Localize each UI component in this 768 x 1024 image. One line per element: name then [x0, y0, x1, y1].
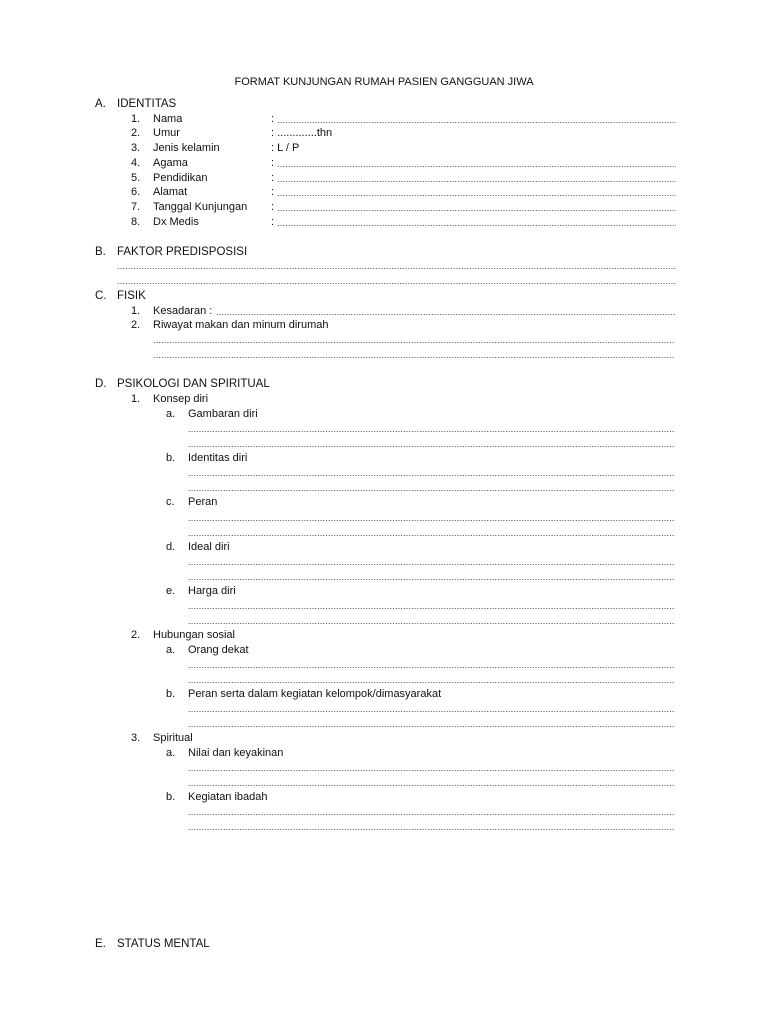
field-value-pendidikan: :	[271, 172, 275, 184]
document-title: FORMAT KUNJUNGAN RUMAH PASIEN GANGGUAN JIWA	[234, 76, 534, 88]
item-letter: b.	[166, 791, 176, 803]
field-label-alamat: Alamat	[153, 186, 188, 198]
input-line-alamat[interactable]	[277, 195, 676, 196]
field-label-tanggal-kunjungan: Tanggal Kunjungan	[153, 201, 248, 213]
field-value-alamat: :	[271, 186, 275, 198]
subsection-num: 3.	[131, 732, 141, 744]
subsection-num: 1.	[131, 393, 141, 405]
input-line-peran-serta[interactable]	[188, 726, 674, 727]
item-letter: a.	[166, 644, 176, 656]
input-line-riwayat-makan[interactable]	[153, 342, 674, 343]
input-line-nilai-keyakinan[interactable]	[188, 770, 674, 771]
input-line-harga-diri[interactable]	[188, 623, 674, 624]
item-letter: b.	[166, 452, 176, 464]
identitas-num: 6.	[131, 186, 141, 198]
item-label-kegiatan-ibadah: Kegiatan ibadah	[188, 791, 268, 803]
field-label-riwayat-makan: Riwayat makan dan minum dirumah	[153, 319, 329, 331]
item-letter: a.	[166, 747, 176, 759]
input-line-kegiatan-ibadah[interactable]	[188, 814, 674, 815]
input-line-peran[interactable]	[188, 520, 674, 521]
item-label-peran-serta: Peran serta dalam kegiatan kelompok/dimasyarakat	[188, 688, 442, 700]
item-letter: c.	[166, 496, 175, 508]
section-c-title: FISIK	[117, 290, 146, 302]
identitas-num: 7.	[131, 201, 141, 213]
item-label-harga-diri: Harga diri	[188, 585, 236, 597]
field-label-kesadaran: Kesadaran :	[153, 305, 213, 317]
input-line-kegiatan-ibadah[interactable]	[188, 829, 674, 830]
identitas-num: 3.	[131, 142, 141, 154]
input-line-predisposisi[interactable]	[117, 268, 676, 269]
field-value-umur[interactable]: : .............thn	[271, 127, 333, 139]
item-letter: e.	[166, 585, 176, 597]
identitas-num: 8.	[131, 216, 141, 228]
item-letter: d.	[166, 541, 176, 553]
item-label-gambaran-diri: Gambaran diri	[188, 408, 258, 420]
input-line-ideal-diri[interactable]	[188, 579, 674, 580]
section-a-title: IDENTITAS	[117, 98, 177, 110]
input-line-kesadaran[interactable]	[216, 314, 676, 315]
input-line-nama[interactable]	[277, 122, 676, 123]
fisik-num: 2.	[131, 319, 141, 331]
section-b-letter: B.	[95, 246, 106, 258]
field-label-nama: Nama	[153, 113, 183, 125]
input-line-identitas-diri[interactable]	[188, 475, 674, 476]
subsection-spiritual: Spiritual	[153, 732, 193, 744]
item-letter: b.	[166, 688, 176, 700]
item-label-nilai-keyakinan: Nilai dan keyakinan	[188, 747, 284, 759]
item-label-peran: Peran	[188, 496, 218, 508]
subsection-hubungan-sosial: Hubungan sosial	[153, 629, 235, 641]
field-value-nama: :	[271, 113, 275, 125]
section-a-letter: A.	[95, 98, 106, 110]
field-label-jenis-kelamin: Jenis kelamin	[153, 142, 220, 154]
identitas-num: 5.	[131, 172, 141, 184]
item-letter: a.	[166, 408, 176, 420]
field-value-agama: :	[271, 157, 275, 169]
subsection-num: 2.	[131, 629, 141, 641]
field-value-tanggal-kunjungan: :	[271, 201, 275, 213]
item-label-identitas-diri: Identitas diri	[188, 452, 248, 464]
input-line-gambaran-diri[interactable]	[188, 431, 674, 432]
identitas-num: 4.	[131, 157, 141, 169]
input-line-dx-medis[interactable]	[277, 225, 676, 226]
input-line-agama[interactable]	[277, 166, 676, 167]
subsection-konsep-diri: Konsep diri	[153, 393, 209, 405]
field-label-agama: Agama	[153, 157, 188, 169]
field-label-dx-medis: Dx Medis	[153, 216, 199, 228]
item-label-ideal-diri: Ideal diri	[188, 541, 230, 553]
input-line-peran-serta[interactable]	[188, 711, 674, 712]
input-line-orang-dekat[interactable]	[188, 667, 674, 668]
item-label-orang-dekat: Orang dekat	[188, 644, 249, 656]
input-line-gambaran-diri[interactable]	[188, 446, 674, 447]
input-line-riwayat-makan[interactable]	[153, 357, 674, 358]
input-line-identitas-diri[interactable]	[188, 490, 674, 491]
section-e-letter: E.	[95, 938, 106, 950]
identitas-num: 1.	[131, 113, 141, 125]
input-line-peran[interactable]	[188, 535, 674, 536]
section-e-title: STATUS MENTAL	[117, 938, 210, 950]
section-d-letter: D.	[95, 378, 107, 390]
input-line-predisposisi[interactable]	[117, 283, 676, 284]
input-line-orang-dekat[interactable]	[188, 682, 674, 683]
input-line-harga-diri[interactable]	[188, 608, 674, 609]
section-b-title: FAKTOR PREDISPOSISI	[117, 246, 248, 258]
section-c-letter: C.	[95, 290, 107, 302]
identitas-num: 2.	[131, 127, 141, 139]
input-line-nilai-keyakinan[interactable]	[188, 785, 674, 786]
field-label-umur: Umur	[153, 127, 180, 139]
fisik-num: 1.	[131, 305, 141, 317]
field-value-dx-medis: :	[271, 216, 275, 228]
field-value-jenis-kelamin[interactable]: : L / P	[271, 142, 300, 154]
input-line-ideal-diri[interactable]	[188, 564, 674, 565]
section-d-title: PSIKOLOGI DAN SPIRITUAL	[117, 378, 270, 390]
field-label-pendidikan: Pendidikan	[153, 172, 208, 184]
input-line-tanggal-kunjungan[interactable]	[277, 210, 676, 211]
input-line-pendidikan[interactable]	[277, 181, 676, 182]
